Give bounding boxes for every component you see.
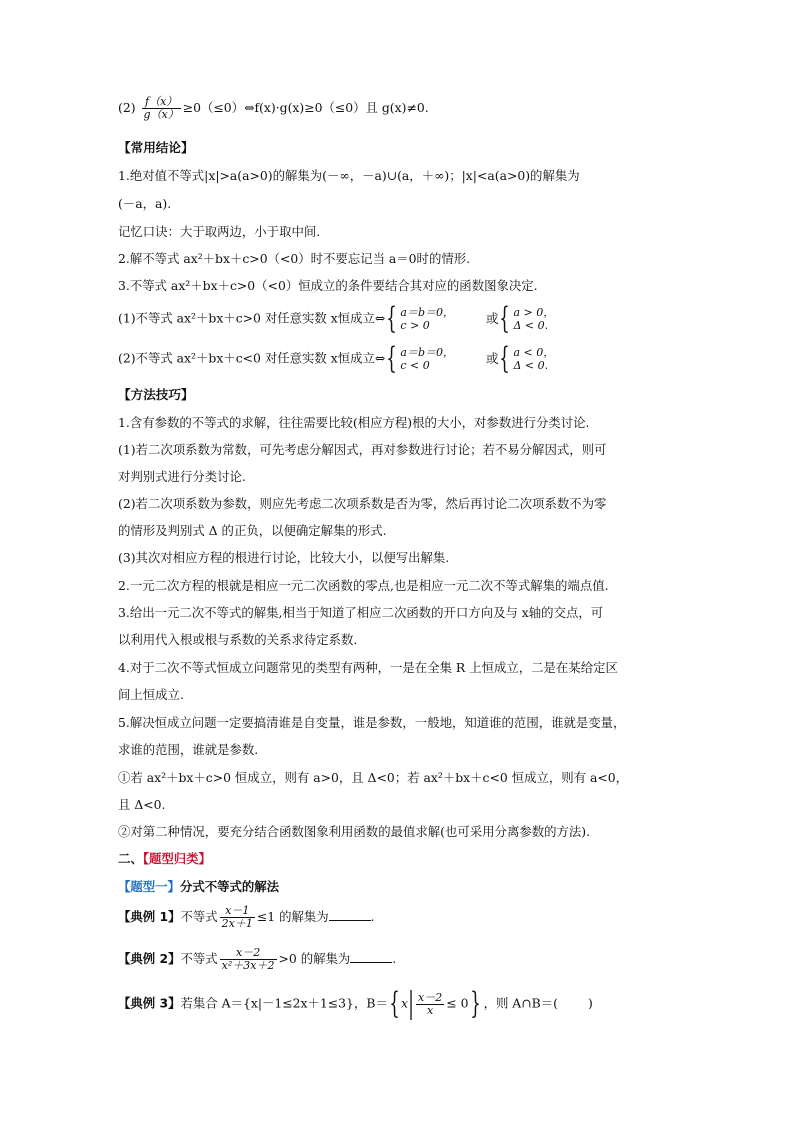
or-word: 或 (486, 350, 499, 366)
answer-blank[interactable] (329, 909, 371, 921)
method-3-line-1: 3.给出一元二次不等式的解集,相当于知道了相应二次函数的开口方向及与 x轴的交点，可 (118, 605, 604, 620)
method-5-1-line-1: ①若 ax²＋bx＋c>0 恒成立，则有 a>0，且 Δ<0；若 ax²＋bx＋c<0 恒成立，则有 a<0， (118, 770, 629, 785)
method-5-line-2: 求谁的范围，谁就是参数. (118, 742, 259, 757)
fraction-denominator: 2x＋1 (221, 917, 253, 930)
section-prefix: 二、 (118, 851, 143, 866)
method-1-3: (3)其次对相应方程的根进行讨论，比较大小，以便写出解集. (118, 550, 450, 565)
method-1-2-line-1: (2)若二次项系数为参数，则应先考虑二次项系数是否为零，然后再讨论二次项系数不为零 (118, 496, 607, 511)
system-2-row-1: a > 0， (513, 306, 555, 319)
method-5-line-1: 5.解决恒成立问题一定要搞清谁是自变量，谁是参数，一般地，知道谁的范围，谁就是变量， (118, 715, 626, 730)
fraction (142, 96, 181, 121)
system-1 (400, 346, 454, 372)
answer-blank[interactable] (350, 951, 392, 963)
conclusion-3: 3.不等式 ax²＋bx＋c>0（<0）恒成立的条件要结合其对应的函数图象决定. (118, 278, 538, 293)
method-5-2: ②对第二种情况，要充分结合函数图象利用函数的最值求解(也可采用分离参数的方法). (118, 824, 591, 839)
example-text: ，则 A∩B＝( (483, 995, 558, 1011)
example-1 (118, 905, 375, 930)
left-brace: { (386, 341, 398, 376)
fraction (220, 905, 255, 930)
system-2 (513, 306, 554, 332)
fraction-numerator: x－2 (418, 990, 443, 1004)
fraction (220, 947, 277, 972)
or-word: 或 (486, 310, 499, 326)
type-heading (118, 879, 279, 894)
fraction-denominator: x (427, 1003, 434, 1017)
system-2-row-2: Δ < 0. (513, 359, 549, 372)
type-label: 【题型一】 (118, 879, 180, 894)
section-heading (118, 851, 211, 866)
fraction-denominator: x²＋3x＋2 (221, 959, 275, 972)
method-4-line-1: 4.对于二次不等式恒成立问题常见的类型有两种，一是在全集 R 上恒成立，二是在某给定区 (118, 660, 618, 675)
mnemonic: 记忆口诀：大于取两边，小于取中间. (118, 224, 321, 239)
system-2-row-1: a < 0， (513, 346, 555, 359)
system-1-row-2: c < 0 (400, 359, 430, 372)
example-2 (118, 947, 396, 972)
method-1: 1.含有参数的不等式的求解，往往需要比较(相应方程)根的大小，对参数进行分类讨论. (118, 415, 590, 430)
system-2-row-2: Δ < 0. (513, 319, 549, 332)
example-text: ≤1 的解集为 (256, 909, 329, 924)
set-variable: x (400, 995, 408, 1011)
method-4-line-2: 间上恒成立. (118, 687, 184, 702)
condition-text: (2)不等式 ax²＋bx＋c<0 对任意实数 x恒成立⇔ (118, 350, 386, 366)
left-brace: { (386, 301, 398, 336)
left-brace: { (389, 986, 400, 1021)
formula-item-2 (118, 96, 429, 121)
system-1-row-1: a＝b＝0， (400, 346, 454, 359)
example-text: 不等式 (180, 909, 218, 924)
system-2 (513, 346, 554, 372)
method-3-line-2: 以利用代入根或根与系数的关系求待定系数. (118, 632, 358, 647)
conclusion-3-1 (118, 301, 556, 336)
left-brace: { (499, 301, 511, 336)
heading-common-conclusions: 【常用结论】 (118, 140, 194, 155)
system-1-row-2: c > 0 (400, 319, 430, 332)
conclusion-2: 2.解不等式 ax²＋bx＋c>0（<0）时不要忘记当 a＝0时的情形. (118, 251, 471, 266)
method-1-1-line-2: 对判别式进行分类讨论. (118, 469, 246, 484)
formula-rest: ≥0（≤0）⇔f(x)·g(x)≥0（≤0）且 g(x)≠0. (182, 100, 429, 115)
condition-text: (1)不等式 ax²＋bx＋c>0 对任意实数 x恒成立⇔ (118, 310, 386, 326)
close-paren: ) (587, 995, 593, 1011)
method-5-1-line-2: 且 Δ<0. (118, 797, 166, 812)
fraction-numerator: f（x） (142, 96, 181, 109)
heading-method-tips: 【方法技巧】 (118, 387, 194, 402)
fraction-numerator: x－2 (220, 947, 277, 960)
period: . (370, 909, 375, 924)
example-label: 【典例 1】 (118, 909, 181, 924)
system-1-row-1: a＝b＝0， (400, 306, 454, 319)
right-brace: } (470, 986, 482, 1021)
example-text: 若集合 A＝{x|－1≤2x＋1≤3}，B＝ (180, 995, 388, 1011)
method-1-1-line-1: (1)若二次项系数为常数，可先考虑分解因式，再对参数进行讨论；若不易分解因式，则可 (118, 442, 607, 457)
conclusion-1-line-2: (－a，a). (118, 196, 172, 211)
set-condition: ≤ 0 (446, 995, 469, 1011)
fraction-denominator: g（x） (143, 108, 179, 121)
conclusion-1-line-1: 1.绝对值不等式|x|>a(a>0)的解集为(－∞，－a)∪(a，＋∞)；|x|<a(a>0)的解集为 (118, 168, 580, 183)
method-1-2-line-2: 的情形及判别式 Δ 的正负，以便确定解集的形式. (118, 523, 387, 538)
conclusion-3-2 (118, 341, 556, 376)
left-brace: { (499, 341, 511, 376)
method-2: 2.一元二次方程的根就是相应一元二次函数的零点,也是相应一元二次不等式解集的端点值. (118, 578, 609, 593)
example-text: >0 的解集为 (278, 951, 351, 966)
divider-bar: | (408, 986, 414, 1021)
example-label: 【典例 2】 (118, 951, 181, 966)
type-title: 分式不等式的解法 (179, 879, 280, 894)
section-label: 【题型归类】 (142, 851, 211, 866)
example-3 (118, 986, 593, 1021)
formula-prefix: (2) (118, 100, 136, 115)
example-text: 不等式 (180, 951, 218, 966)
period: . (392, 951, 397, 966)
fraction (416, 992, 444, 1017)
example-label: 【典例 3】 (118, 995, 181, 1011)
system-1 (400, 306, 454, 332)
fraction-numerator: x－1 (220, 905, 255, 918)
